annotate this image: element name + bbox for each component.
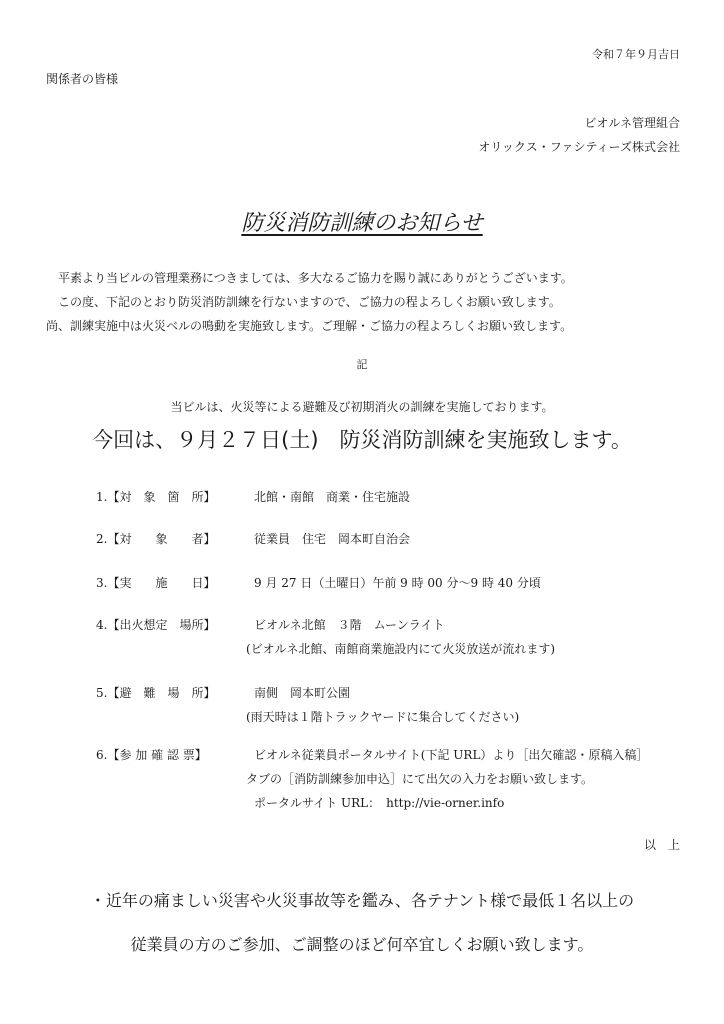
portal-url[interactable]: ポータルサイト URL： http://vie-orner.info: [254, 796, 505, 810]
item-value: 従業員 住宅 岡本町自治会: [254, 532, 411, 546]
sender-association: ビオルネ管理組合: [584, 116, 680, 130]
document-date: 令和７年９月吉日: [592, 48, 680, 61]
lead-text: 当ビルは、火災等による避難及び初期消火の訓練を実施しております。: [170, 400, 554, 414]
item-value: 北館・南館 商業・住宅施設: [254, 490, 411, 504]
item-value: タブの［消防訓練参加申込］にて出欠の入力をお願い致します。: [246, 772, 594, 786]
item-value: ビオルネ従業員ポータルサイト(下記 URL）より［出欠確認・原稿入稿］: [254, 748, 649, 762]
notice-line: ・近年の痛ましい災害や火災事故等を鑑み、各テナント様で最低１名以上の: [89, 891, 635, 910]
item-label: 3.【実 施 日】: [96, 576, 216, 590]
item-note: (雨天時は１階トラックヤードに集合してください): [246, 710, 520, 724]
item-value: 南側 岡本町公園: [254, 686, 351, 700]
intro-line: 尚、訓練実施中は火災ベルの鳴動を実施致します。ご理解・ご協力の程よろしくお願い致します。: [46, 319, 573, 333]
headline: 今回は、９月２７日(土) 防災消防訓練を実施致します。: [92, 428, 632, 452]
sender-company: オリックス・ファシティーズ株式会社: [478, 140, 680, 154]
ki-marker: 記: [356, 358, 368, 371]
item-note: (ビオルネ北館、南館商業施設内にて火災放送が流れます): [246, 642, 556, 656]
item-fire-location: [96, 616, 248, 633]
page-title-text: 防災消防訓練のお知らせ: [241, 211, 483, 236]
item-label: 1.【対 象 箇 所】: [96, 490, 216, 504]
item-label: 6.【参 加 確 認 票】: [96, 748, 207, 762]
item-label: 4.【出火想定 場所】: [96, 618, 216, 632]
intro-line: この度、下記のとおり防災消防訓練を行ないますので、ご協力の程よろしくお願い致します。: [46, 295, 561, 309]
item-value: 9 月 27 日（土曜日）午前 9 時 00 分～9 時 40 分頃: [254, 576, 541, 590]
item-participation-form: [96, 746, 248, 763]
recipient: 関係者の皆様: [46, 72, 119, 86]
page-title: [0, 206, 724, 237]
item-evacuation-site: [96, 684, 248, 701]
item-value: ビオルネ北館 ３階 ムーンライト: [254, 618, 445, 632]
item-target-people: [96, 530, 248, 547]
notice-line: 従業員の方のご参加、ご調整のほど何卒宜しくお願い致します。: [130, 935, 594, 954]
intro-paragraph: [46, 266, 573, 338]
item-label: 5.【避 難 場 所】: [96, 686, 216, 700]
item-target-location: [96, 488, 248, 505]
item-label: 2.【対 象 者】: [96, 532, 216, 546]
item-date: [96, 574, 248, 591]
intro-line: 平素より当ビルの管理業務につきましては、多大なるご協力を賜り誠にありがとうございます。: [46, 271, 573, 285]
closing-mark: 以 上: [643, 838, 680, 852]
